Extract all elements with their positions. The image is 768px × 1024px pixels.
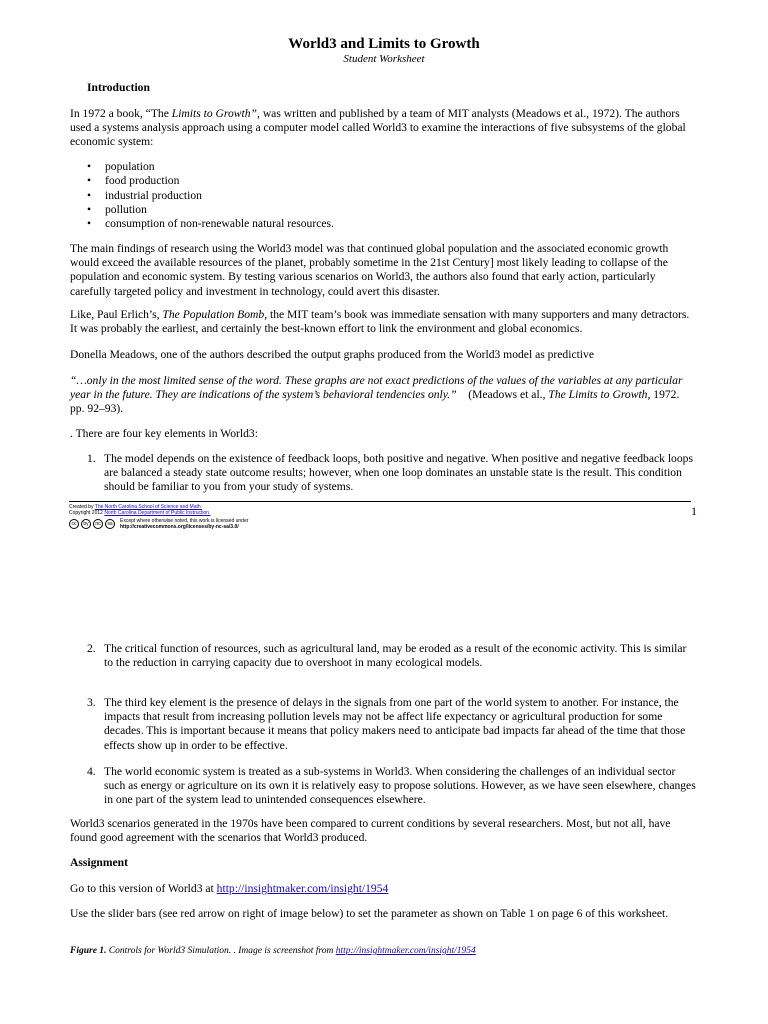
item-number: 4. [87,765,96,778]
list-item [87,642,697,670]
list-item: • population [87,160,687,174]
figure-source-link[interactable]: http://insightmaker.com/insight/1954 [335,946,476,956]
meadows-paragraph: Donella Meadows, one of the authors described the output graphs produced from the World3 model as predictive [70,348,594,361]
page-number: 1 [691,504,697,518]
document-subtitle: Student Worksheet [343,53,425,65]
item-number: 3. [87,696,96,709]
erlich-paragraph [70,308,695,336]
list-item: • pollution [87,203,687,217]
list-item: • food production [87,174,687,188]
sa-icon: sa [105,519,115,529]
assignment-heading: Assignment [70,856,128,869]
meadows-quote [70,374,695,417]
intro-text-2: , was written and published by a team of MIT analysts (Meadows et al., 1972). The authors used a systems analysis approach using a computer model called World3 to examine the interactions of five subsystems of the global economic system: [70,107,686,149]
license-text: Except where otherwise noted, this work is licensed under [120,518,249,524]
erlich-text-2: , the MIT team’s book was immediate sensation with many supporters and many detractors. It was probably the earliest, and certainly the best-known effort to link the environment and global economics. [70,308,690,336]
list-item [87,696,697,753]
introduction-heading: Introduction [87,81,150,94]
footer-divider [69,501,691,502]
quote-text: “…only in the most limited sense of the word. These graphs are not exact predictions of the values of the variables at any particular year in the future. They are indications of the system’s behavioral tendencies only.” [70,374,683,402]
ncdpi-link[interactable]: North Carolina Department of Public Instruction. [104,510,211,516]
footer-credits [69,504,369,530]
goto-text: Go to this version of World3 at [70,882,217,895]
item-number: 1. [87,452,96,465]
list-item: • industrial production [87,189,687,203]
book-title: Limits to Growth” [171,107,258,120]
figure-label: Figure 1. [70,946,107,956]
quote-citation: (Meadows et al., [456,388,549,402]
findings-paragraph: The main findings of research using the World3 model was that continued global population and the associated economic growth would exceed the available resources of the planet, probably sometime in the 21st Century] most likely leading to collapse of the population and economic system. By testing various scenarios on World3, the authors also found that early action, particularly carefully targeted policy and investment in technology, could avert this disaster. [70,242,669,298]
nc-icon: nc [93,519,103,529]
quote-citation-end: , 1972. pp. 92–93). [70,388,680,416]
item-text: The world economic system is treated as a sub-systems in World3. When considering the challenges of an individual sector such as energy or agriculture on its own it is relatively easy to propose solutions. However, as we have seen elsewhere, changes in one part of the system lead to unintended consequences elsewhere. [104,765,696,807]
figure-text: Controls for World3 Simulation. . Image is screenshot from [106,946,336,956]
key-elements-intro: . There are four key elements in World3: [70,427,258,440]
cc-icon: cc [69,519,79,529]
document-title: World3 and Limits to Growth [288,36,480,52]
license-url: http://creativecommons.org/licenses/by-nc-sa/3.0/ [120,524,239,530]
insightmaker-link[interactable]: http://insightmaker.com/insight/1954 [216,882,389,895]
erlich-text-1: Like, Paul Erlich’s, [70,308,163,321]
list-item [87,765,697,808]
comparison-paragraph: World3 scenarios generated in the 1970s have been compared to current conditions by several researchers. Most, but not all, have found good agreement with the scenarios that World3 produced. [70,817,671,845]
list-item: • consumption of non-renewable natural resources. [87,217,687,231]
intro-paragraph [70,107,695,150]
subsystem-list [87,160,687,231]
book-title: The Limits to Growth [548,388,648,402]
item-text: The critical function of resources, such as agricultural land, may be eroded as a result of the economic activity. This is similar to the reduction in carrying capacity due to overshoot in many ecological models. [104,642,687,670]
ncssm-link[interactable]: The North Carolina School of Science and Math. [94,504,203,510]
item-number: 2. [87,642,96,655]
item-text: The model depends on the existence of feedback loops, both positive and negative. When positive and negative feedback loops are balanced a steady state outcome results; however, when one loop dominates an unstable state is the result. This condition should be familiar to you from your study of systems. [104,452,693,494]
list-item [87,452,697,495]
goto-paragraph [70,882,695,896]
figure-caption [70,946,710,956]
credit-label: Created by [69,504,95,510]
by-icon: by [81,519,91,529]
book-title: The Population Bomb [162,308,265,321]
slider-instructions: Use the slider bars (see red arrow on right of image below) to set the parameter as shown on Table 1 on page 6 of this worksheet. [70,907,669,920]
item-text: The third key element is the presence of delays in the signals from one part of the world system to another. For instance, the impacts that result from increasing pollution levels may not be affect life expectancy or agricultural production for some decades. This is important because it means that policy makers need to anticipate bad impacts far ahead of the time that those effects show up in order to be effective. [104,696,686,752]
intro-text-1: In 1972 a book, “The [70,107,172,120]
copyright-label: Copyright 2012 [69,510,105,516]
